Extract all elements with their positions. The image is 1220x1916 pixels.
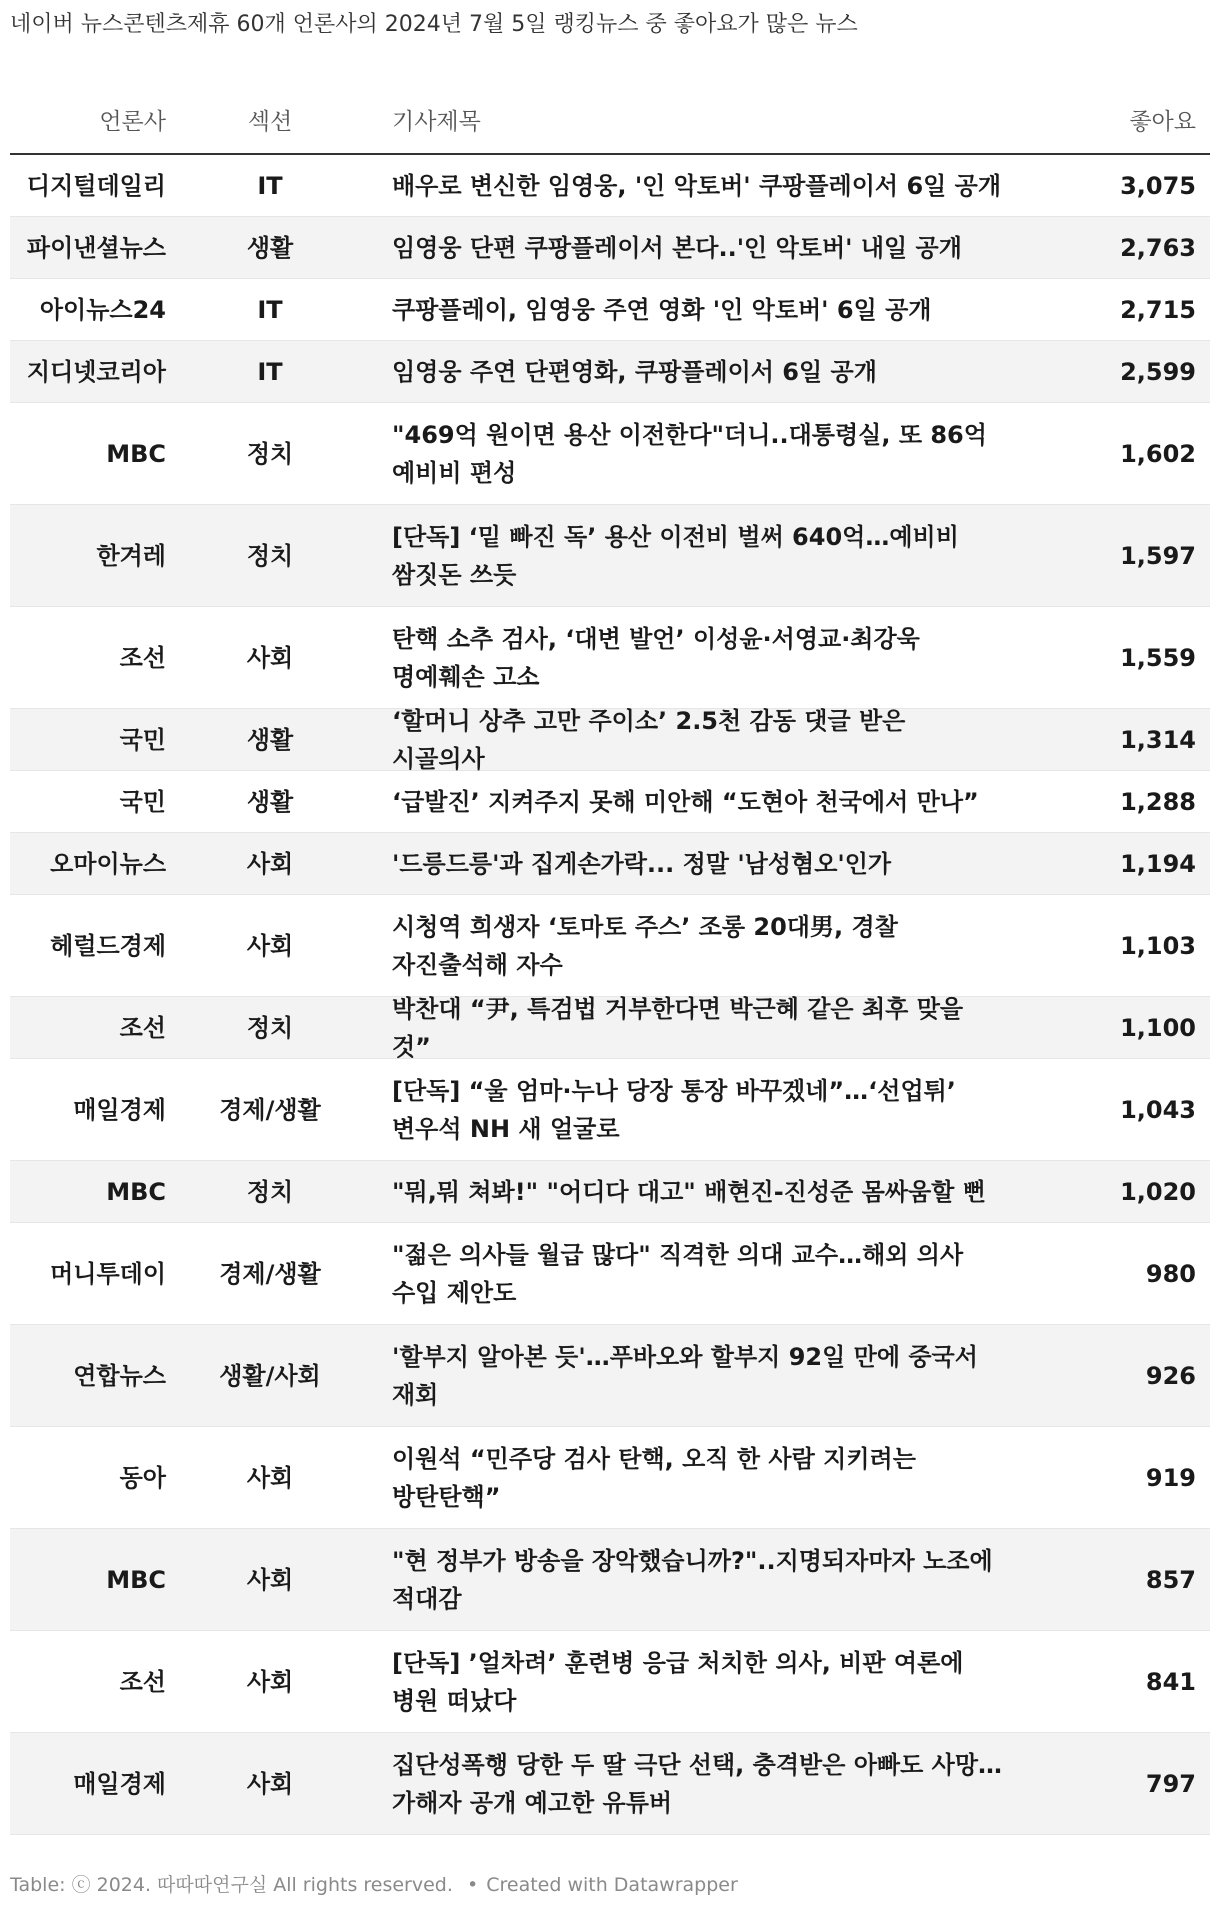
section-cell: 경제/생활 bbox=[219, 1095, 321, 1124]
headline-cell: 탄핵 소추 검사, ‘대변 발언’ 이성윤·서영교·최강욱 명예훼손 고소 bbox=[392, 624, 920, 691]
table-row bbox=[10, 1059, 1210, 1161]
outlet-cell: MBC bbox=[106, 439, 166, 468]
section-cell: 정치 bbox=[246, 439, 294, 468]
headline-cell: [단독] ’얼차려’ 훈련병 응급 처치한 의사, 비판 여론에 병원 떠났다 bbox=[392, 1648, 964, 1715]
section-cell: 사회 bbox=[246, 1769, 294, 1798]
likes-cell: 1,194 bbox=[1120, 849, 1196, 878]
table-row bbox=[10, 279, 1210, 341]
table-row bbox=[10, 833, 1210, 895]
likes-cell: 1,602 bbox=[1120, 439, 1196, 468]
outlet-cell: 국민 bbox=[119, 787, 166, 816]
column-header-headline[interactable]: 기사제목 bbox=[392, 108, 481, 135]
table-row bbox=[10, 341, 1210, 403]
likes-cell: 919 bbox=[1145, 1463, 1196, 1492]
likes-cell: 1,100 bbox=[1120, 1013, 1196, 1042]
headline-cell: '드릉드릉'과 집게손가락... 정말 '남성혐오'인가 bbox=[392, 849, 892, 878]
table-row bbox=[10, 706, 1210, 773]
outlet-cell: 오마이뉴스 bbox=[50, 849, 166, 878]
table-row bbox=[10, 1427, 1210, 1529]
table-row bbox=[10, 1325, 1210, 1427]
section-cell: IT bbox=[257, 295, 283, 324]
outlet-cell: 디지털데일리 bbox=[26, 171, 166, 200]
section-cell: 생활/사회 bbox=[219, 1361, 321, 1390]
section-cell: 사회 bbox=[246, 849, 294, 878]
table-header-row bbox=[10, 90, 1210, 155]
ranking-table bbox=[10, 90, 1210, 1835]
section-cell: 사회 bbox=[246, 1463, 294, 1492]
headline-cell: 박찬대 “尹, 특검법 거부한다면 박근혜 같은 최후 맞을 것” bbox=[392, 994, 964, 1061]
headline-cell: [단독] “울 엄마·누나 당장 통장 바꾸겠네”…‘선업튀’ 변우석 NH 새 얼굴로 bbox=[392, 1076, 956, 1143]
likes-cell: 841 bbox=[1145, 1667, 1196, 1696]
likes-cell: 2,763 bbox=[1120, 233, 1196, 262]
likes-cell: 3,075 bbox=[1120, 171, 1196, 200]
section-cell: 정치 bbox=[246, 541, 294, 570]
section-cell: 정치 bbox=[246, 1013, 294, 1042]
headline-cell: 집단성폭행 당한 두 딸 극단 선택, 충격받은 아빠도 사망…가해자 공개 예고한 유튜버 bbox=[392, 1750, 1003, 1817]
datawrapper-credit-link[interactable]: Created with Datawrapper bbox=[486, 1874, 738, 1896]
headline-cell: 임영웅 단편 쿠팡플레이서 본다..'인 악토버' 내일 공개 bbox=[392, 233, 962, 262]
section-cell: 사회 bbox=[246, 1667, 294, 1696]
table-row bbox=[10, 895, 1210, 997]
section-cell: 사회 bbox=[246, 643, 294, 672]
outlet-cell: 한겨레 bbox=[96, 541, 166, 570]
table-row bbox=[10, 607, 1210, 709]
outlet-cell: MBC bbox=[106, 1565, 166, 1594]
table-row bbox=[10, 403, 1210, 505]
table-row bbox=[10, 1161, 1210, 1223]
table-row bbox=[10, 155, 1210, 217]
section-cell: 경제/생활 bbox=[219, 1259, 321, 1288]
likes-cell: 857 bbox=[1145, 1565, 1196, 1594]
likes-cell: 1,288 bbox=[1120, 787, 1196, 816]
outlet-cell: 아이뉴스24 bbox=[39, 295, 166, 324]
outlet-cell: 매일경제 bbox=[73, 1769, 166, 1798]
table-row bbox=[10, 1733, 1210, 1835]
table-row bbox=[10, 771, 1210, 833]
outlet-cell: 연합뉴스 bbox=[73, 1361, 166, 1390]
outlet-cell: 지디넷코리아 bbox=[26, 357, 166, 386]
section-cell: 생활 bbox=[246, 787, 294, 816]
section-cell: IT bbox=[257, 171, 283, 200]
section-cell: 생활 bbox=[246, 725, 294, 754]
outlet-cell: 매일경제 bbox=[73, 1095, 166, 1124]
headline-cell: 이원석 “민주당 검사 탄핵, 오직 한 사람 지키려는 방탄탄핵” bbox=[392, 1444, 916, 1511]
table-row bbox=[10, 994, 1210, 1061]
outlet-cell: 조선 bbox=[119, 643, 166, 672]
headline-cell: "현 정부가 방송을 장악했습니까?"..지명되자마자 노조에 적대감 bbox=[392, 1546, 993, 1613]
likes-cell: 797 bbox=[1145, 1769, 1196, 1798]
headline-cell: ‘할머니 상추 고만 주이소’ 2.5천 감동 댓글 받은 시골의사 bbox=[392, 706, 906, 773]
table-row bbox=[10, 1223, 1210, 1325]
section-cell: 생활 bbox=[246, 233, 294, 262]
headline-cell: "469억 원이면 용산 이전한다"더니..대통령실, 또 86억 예비비 편성 bbox=[392, 420, 987, 487]
outlet-cell: 조선 bbox=[119, 1667, 166, 1696]
table-row bbox=[10, 1631, 1210, 1733]
headline-cell: "젊은 의사들 월급 많다" 직격한 의대 교수…해외 의사 수입 제안도 bbox=[392, 1240, 964, 1307]
copyright-credit: Table: ⓒ 2024. 따따따연구실 All rights reserved. bbox=[10, 1874, 453, 1896]
column-header-outlet[interactable]: 언론사 bbox=[99, 108, 166, 135]
page-title: 네이버 뉴스콘텐츠제휴 60개 언론사의 2024년 7월 5일 랭킹뉴스 중 좋아요가 많은 뉴스 bbox=[10, 12, 858, 37]
headline-cell: 시청역 희생자 ‘토마토 주스’ 조롱 20대男, 경찰 자진출석해 자수 bbox=[392, 912, 898, 979]
outlet-cell: 국민 bbox=[119, 725, 166, 754]
outlet-cell: 머니투데이 bbox=[50, 1259, 166, 1288]
headline-cell: "뭐,뭐 쳐봐!" "어디다 대고" 배현진-진성준 몸싸움할 뻔 bbox=[392, 1177, 986, 1206]
table-footer bbox=[10, 1872, 738, 1898]
likes-cell: 1,597 bbox=[1120, 541, 1196, 570]
section-cell: 사회 bbox=[246, 931, 294, 960]
outlet-cell: MBC bbox=[106, 1177, 166, 1206]
table-row bbox=[10, 217, 1210, 279]
headline-cell: 쿠팡플레이, 임영웅 주연 영화 '인 악토버' 6일 공개 bbox=[392, 295, 932, 324]
outlet-cell: 파이낸셜뉴스 bbox=[26, 233, 166, 262]
table-row bbox=[10, 1529, 1210, 1631]
section-cell: 사회 bbox=[246, 1565, 294, 1594]
likes-cell: 926 bbox=[1145, 1361, 1196, 1390]
likes-cell: 980 bbox=[1145, 1259, 1196, 1288]
table-row bbox=[10, 505, 1210, 607]
headline-cell: ‘급발진’ 지켜주지 못해 미안해 “도현아 천국에서 만나” bbox=[392, 787, 979, 816]
headline-cell: 임영웅 주연 단편영화, 쿠팡플레이서 6일 공개 bbox=[392, 357, 877, 386]
likes-cell: 1,559 bbox=[1120, 643, 1196, 672]
column-header-section[interactable]: 섹션 bbox=[247, 108, 293, 135]
headline-cell: 배우로 변신한 임영웅, '인 악토버' 쿠팡플레이서 6일 공개 bbox=[392, 171, 1002, 200]
likes-cell: 1,103 bbox=[1120, 931, 1196, 960]
likes-cell: 2,599 bbox=[1120, 357, 1196, 386]
likes-cell: 1,043 bbox=[1120, 1095, 1196, 1124]
section-cell: IT bbox=[257, 357, 283, 386]
footer-separator: • bbox=[466, 1874, 479, 1896]
column-header-likes[interactable]: 좋아요 bbox=[1129, 108, 1196, 135]
section-cell: 정치 bbox=[246, 1177, 294, 1206]
likes-cell: 1,314 bbox=[1120, 725, 1196, 754]
page bbox=[10, 0, 1210, 1817]
outlet-cell: 동아 bbox=[119, 1463, 166, 1492]
headline-cell: [단독] ‘밑 빠진 독’ 용산 이전비 벌써 640억…예비비 쌈짓돈 쓰듯 bbox=[392, 522, 959, 589]
outlet-cell: 조선 bbox=[119, 1013, 166, 1042]
likes-cell: 1,020 bbox=[1120, 1177, 1196, 1206]
headline-cell: '할부지 알아본 듯'…푸바오와 할부지 92일 만에 중국서 재회 bbox=[392, 1342, 978, 1409]
outlet-cell: 헤럴드경제 bbox=[50, 931, 166, 960]
likes-cell: 2,715 bbox=[1120, 295, 1196, 324]
